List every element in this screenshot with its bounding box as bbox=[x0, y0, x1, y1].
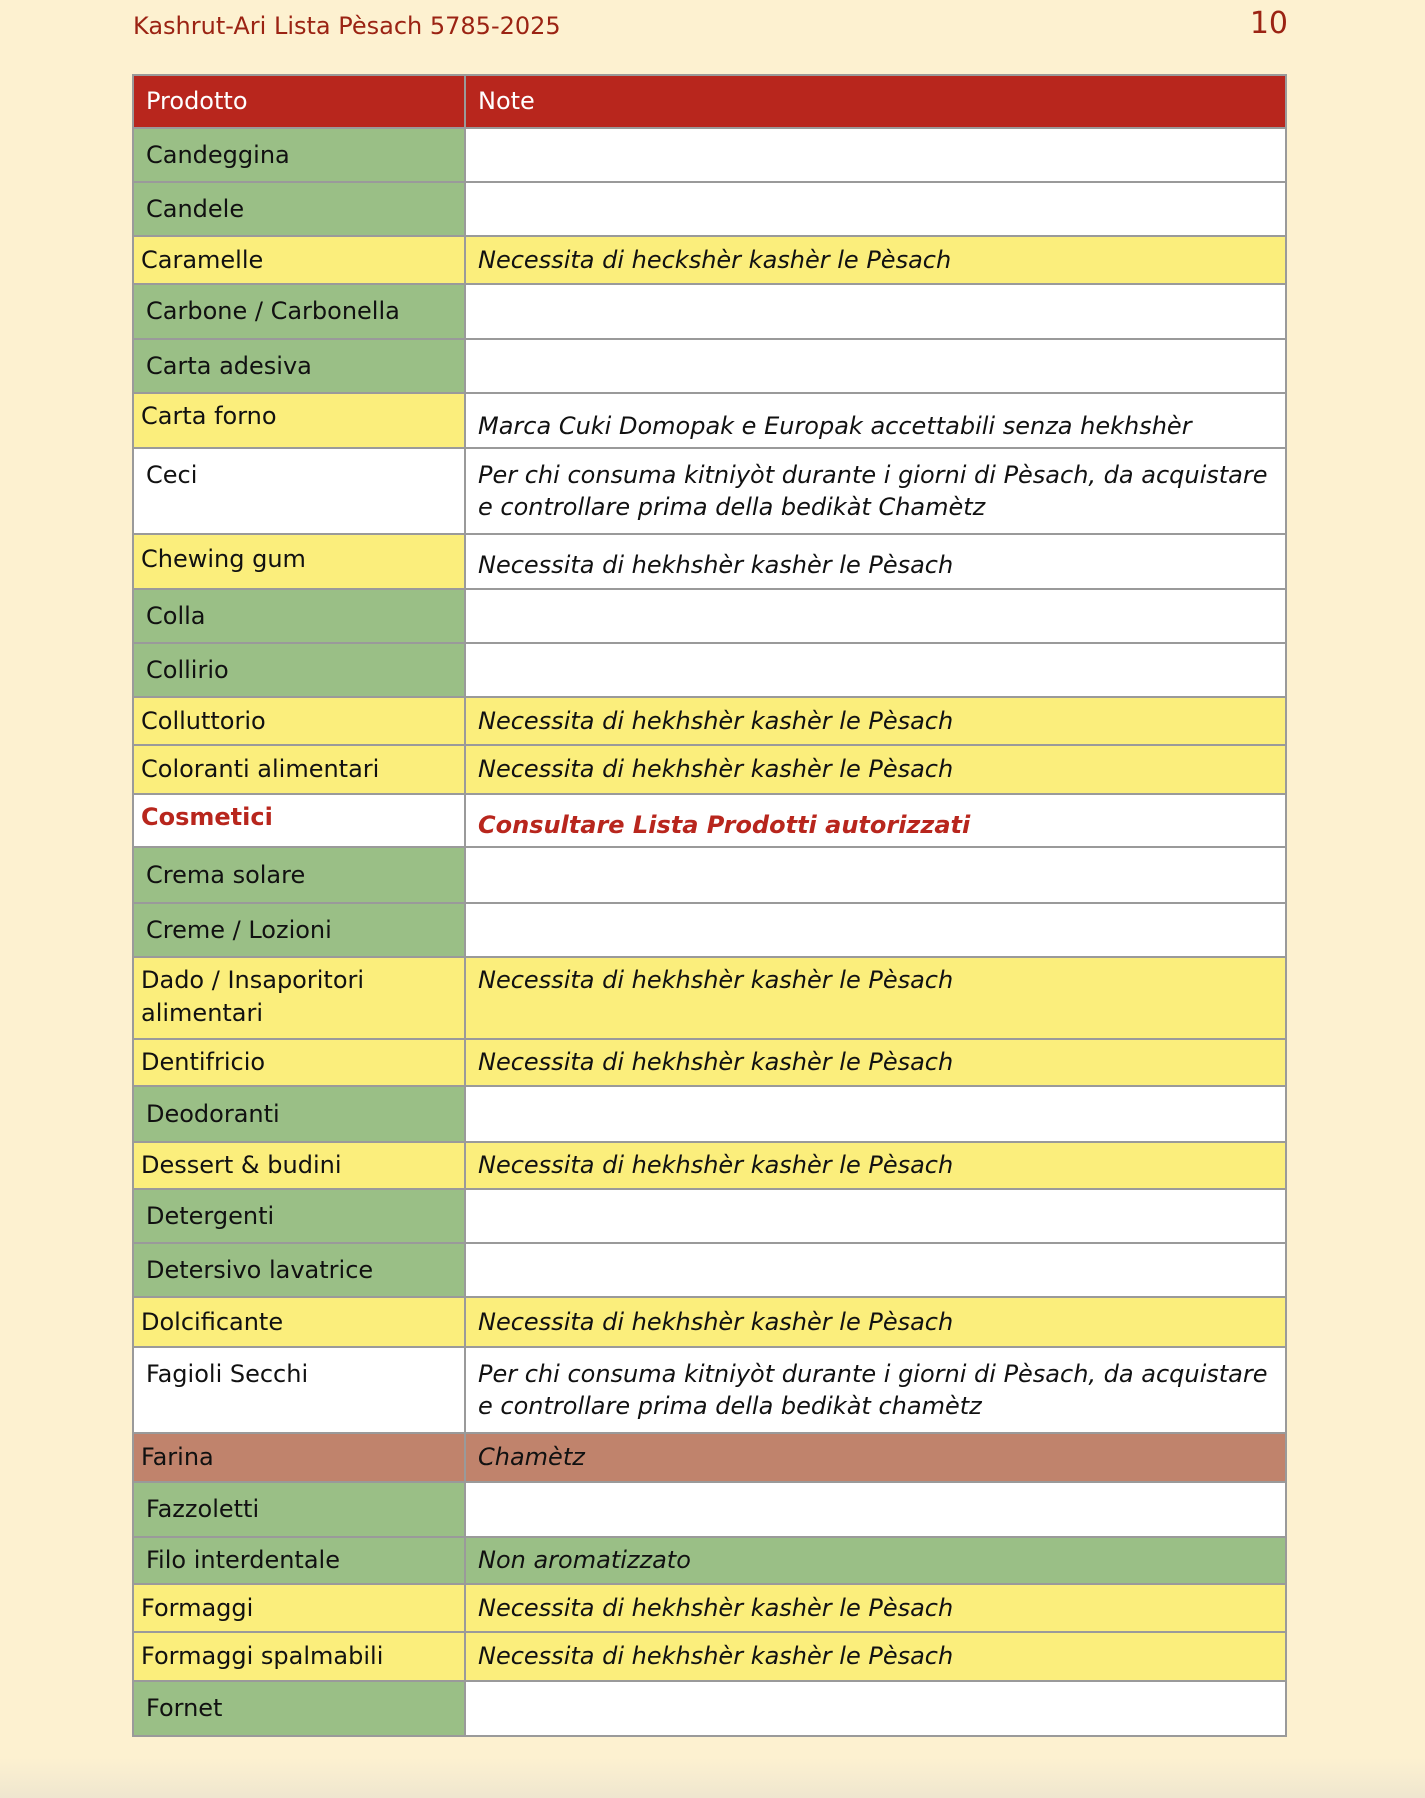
table-row bbox=[133, 1482, 1286, 1537]
note-cell bbox=[465, 128, 1286, 182]
table-row bbox=[133, 284, 1286, 339]
note-cell: Necessita di hekhshèr kashèr le Pèsach bbox=[465, 534, 1286, 589]
product-cell: Filo interdentale bbox=[133, 1537, 465, 1584]
product-cell: Colluttorio bbox=[133, 697, 465, 745]
product-cell: Dolcificante bbox=[133, 1297, 465, 1347]
note-cell: Necessita di hekhshèr kashèr le Pèsach bbox=[465, 1039, 1286, 1086]
table-row bbox=[133, 847, 1286, 903]
column-header-product: Prodotto bbox=[133, 75, 465, 128]
column-header-note: Note bbox=[465, 75, 1286, 128]
table-row bbox=[133, 1347, 1286, 1433]
product-cell: Ceci bbox=[133, 448, 465, 534]
table-row bbox=[133, 643, 1286, 697]
note-cell bbox=[465, 1681, 1286, 1736]
product-cell: Carta forno bbox=[133, 393, 465, 448]
table-row bbox=[133, 182, 1286, 236]
table-row bbox=[133, 1039, 1286, 1086]
note-cell: Necessita di hekhshèr kashèr le Pèsach bbox=[465, 1632, 1286, 1681]
table-row bbox=[133, 128, 1286, 182]
table-row bbox=[133, 1086, 1286, 1142]
table-row bbox=[133, 794, 1286, 847]
note-cell: Necessita di hekhshèr kashèr le Pèsach bbox=[465, 697, 1286, 745]
table-row bbox=[133, 1584, 1286, 1632]
note-cell: Necessita di hekhshèr kashèr le Pèsach bbox=[465, 1297, 1286, 1347]
note-cell: Necessita di hekhshèr kashèr le Pèsach bbox=[465, 1142, 1286, 1189]
note-cell bbox=[465, 847, 1286, 903]
product-cell: Detersivo lavatrice bbox=[133, 1243, 465, 1297]
table-row bbox=[133, 448, 1286, 534]
table-row bbox=[133, 339, 1286, 393]
note-cell bbox=[465, 1482, 1286, 1537]
product-cell: Fazzoletti bbox=[133, 1482, 465, 1537]
product-cell: Candeggina bbox=[133, 128, 465, 182]
note-cell bbox=[465, 1086, 1286, 1142]
table-row bbox=[133, 534, 1286, 589]
document-title: Kashrut-Ari Lista Pèsach 5785-2025 bbox=[133, 12, 561, 40]
product-cell: Dentifricio bbox=[133, 1039, 465, 1086]
product-cell: Colla bbox=[133, 589, 465, 643]
product-cell: Deodoranti bbox=[133, 1086, 465, 1142]
table-row bbox=[133, 393, 1286, 448]
table-row bbox=[133, 1243, 1286, 1297]
product-cell: Coloranti alimentari bbox=[133, 745, 465, 794]
page-bottom-shade bbox=[0, 1758, 1425, 1798]
note-cell: Non aromatizzato bbox=[465, 1537, 1286, 1584]
product-cell: Carbone / Carbonella bbox=[133, 284, 465, 339]
product-cell: Crema solare bbox=[133, 847, 465, 903]
note-cell: Necessita di hekhshèr kashèr le Pèsach bbox=[465, 1584, 1286, 1632]
product-cell: Candele bbox=[133, 182, 465, 236]
product-cell: Caramelle bbox=[133, 236, 465, 284]
note-cell bbox=[465, 339, 1286, 393]
note-cell bbox=[465, 903, 1286, 957]
product-cell: Formaggi spalmabili bbox=[133, 1632, 465, 1681]
product-table bbox=[132, 74, 1287, 1737]
note-cell: Necessita di hekhshèr kashèr le Pèsach bbox=[465, 957, 1286, 1039]
product-cell: Creme / Lozioni bbox=[133, 903, 465, 957]
table-row bbox=[133, 745, 1286, 794]
table-row bbox=[133, 1537, 1286, 1584]
note-cell: Necessita di heckshèr kashèr le Pèsach bbox=[465, 236, 1286, 284]
note-cell: Consultare Lista Prodotti autorizzati bbox=[465, 794, 1286, 847]
table-row bbox=[133, 589, 1286, 643]
table-row bbox=[133, 1189, 1286, 1243]
note-cell: Necessita di hekhshèr kashèr le Pèsach bbox=[465, 745, 1286, 794]
product-cell: Fagioli Secchi bbox=[133, 1347, 465, 1433]
product-cell: Cosmetici bbox=[133, 794, 465, 847]
note-cell bbox=[465, 589, 1286, 643]
note-cell: Chamètz bbox=[465, 1433, 1286, 1482]
table-row bbox=[133, 1433, 1286, 1482]
note-cell bbox=[465, 284, 1286, 339]
note-cell bbox=[465, 1189, 1286, 1243]
note-cell: Per chi consuma kitniyòt durante i giorni di Pèsach, da acquistare e controllare prima della bedikàt chamètz bbox=[465, 1347, 1286, 1433]
product-cell: Detergenti bbox=[133, 1189, 465, 1243]
product-cell: Farina bbox=[133, 1433, 465, 1482]
table-row bbox=[133, 903, 1286, 957]
table-row bbox=[133, 957, 1286, 1039]
table-header-row bbox=[133, 75, 1286, 128]
product-cell: Chewing gum bbox=[133, 534, 465, 589]
product-cell: Fornet bbox=[133, 1681, 465, 1736]
product-cell: Formaggi bbox=[133, 1584, 465, 1632]
note-cell: Marca Cuki Domopak e Europak accettabili senza hekhshèr bbox=[465, 393, 1286, 448]
table-row bbox=[133, 1142, 1286, 1189]
table-row bbox=[133, 1297, 1286, 1347]
product-cell: Carta adesiva bbox=[133, 339, 465, 393]
table-row bbox=[133, 1681, 1286, 1736]
product-cell: Dessert & budini bbox=[133, 1142, 465, 1189]
table-row bbox=[133, 697, 1286, 745]
product-cell: Dado / Insaporitori alimentari bbox=[133, 957, 465, 1039]
product-cell: Collirio bbox=[133, 643, 465, 697]
table-row bbox=[133, 1632, 1286, 1681]
note-cell bbox=[465, 1243, 1286, 1297]
table-row bbox=[133, 236, 1286, 284]
page-number: 10 bbox=[1249, 6, 1288, 41]
note-cell: Per chi consuma kitniyòt durante i giorni di Pèsach, da acquistare e controllare prima della bedikàt Chamètz bbox=[465, 448, 1286, 534]
note-cell bbox=[465, 643, 1286, 697]
note-cell bbox=[465, 182, 1286, 236]
